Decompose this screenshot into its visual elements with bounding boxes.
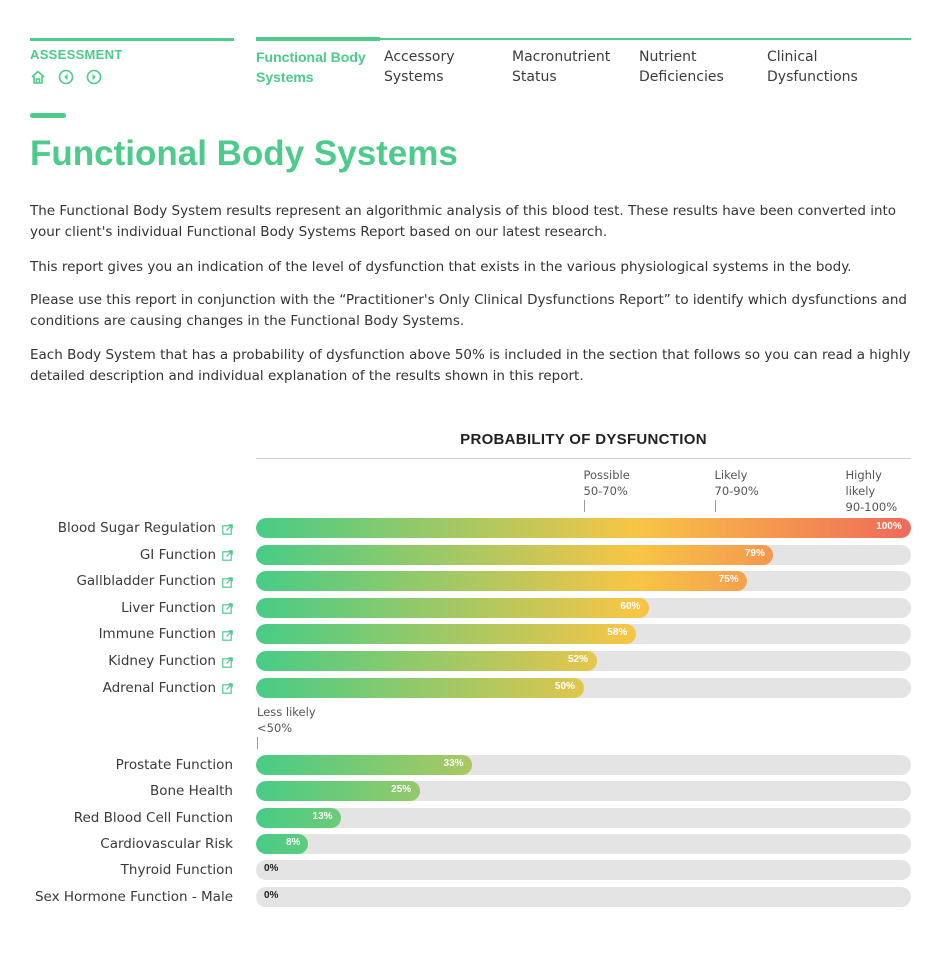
external-link-icon[interactable] bbox=[222, 523, 233, 534]
prev-icon[interactable] bbox=[58, 69, 74, 85]
external-link-icon[interactable] bbox=[222, 602, 233, 613]
row-label bbox=[121, 861, 233, 879]
bar-track bbox=[256, 887, 911, 907]
bar-track bbox=[256, 518, 911, 538]
zone-label-text: Possible bbox=[583, 468, 630, 482]
bar-value-label: 52% bbox=[568, 654, 589, 665]
bar-fill bbox=[256, 518, 911, 538]
bar-fill bbox=[256, 834, 308, 854]
active-tab-indicator bbox=[256, 37, 380, 41]
row-label[interactable] bbox=[58, 519, 233, 537]
zone-label-text: Highly bbox=[845, 468, 882, 482]
bar-track bbox=[256, 781, 911, 801]
bar-value-label: 60% bbox=[620, 600, 641, 612]
bar-track bbox=[256, 571, 911, 591]
bar-value-label: 8% bbox=[286, 836, 301, 848]
home-icon[interactable] bbox=[30, 69, 46, 85]
bar-track bbox=[256, 545, 911, 565]
external-link-icon[interactable] bbox=[222, 576, 233, 587]
zone-label-text: Likely bbox=[714, 468, 748, 482]
bar-fill bbox=[256, 651, 597, 671]
chart-title: PROBABILITY OF DYSFUNCTION bbox=[460, 431, 707, 448]
bar-track bbox=[256, 860, 911, 880]
page-title: Functional Body Systems bbox=[30, 134, 458, 173]
bar-value-label: 58% bbox=[607, 627, 628, 639]
row-label-text: Prostate Function bbox=[115, 757, 233, 773]
row-label bbox=[35, 888, 233, 906]
zone-label-text: 90-100% bbox=[845, 500, 898, 514]
tab-label-line2: Status bbox=[512, 69, 557, 85]
zone-label-less-likely bbox=[257, 704, 316, 736]
bar-fill bbox=[256, 624, 636, 644]
row-label[interactable] bbox=[99, 625, 233, 643]
zone-label bbox=[584, 467, 630, 499]
row-label-text: Blood Sugar Regulation bbox=[57, 520, 216, 536]
row-label[interactable] bbox=[108, 652, 233, 670]
bar-value-label: 33% bbox=[443, 758, 464, 769]
bar-track bbox=[256, 755, 911, 775]
row-label bbox=[150, 782, 233, 800]
section-title: ASSESSMENT bbox=[30, 47, 123, 62]
row-label-text: Adrenal Function bbox=[102, 679, 216, 696]
bar-fill bbox=[256, 545, 773, 565]
intro-paragraph: The Functional Body System results represent an algorithmic analysis of this blood test. These results have been converted into your client's individual Functional Body Systems Report based on our latest research. bbox=[30, 203, 897, 240]
tab-label-line1: Macronutrient bbox=[512, 49, 611, 65]
bar-fill bbox=[256, 755, 472, 775]
zone-label bbox=[715, 467, 759, 499]
row-label-text: Immune Function bbox=[98, 626, 216, 643]
bar-track bbox=[256, 808, 911, 828]
tab-functional-body-systems[interactable] bbox=[256, 47, 366, 87]
bar-value-label: 13% bbox=[312, 810, 333, 822]
row-label-text: GI Function bbox=[139, 546, 216, 563]
bar-value-label: 0% bbox=[264, 889, 279, 901]
zone-label bbox=[846, 467, 898, 515]
row-label-text: Thyroid Function bbox=[120, 862, 233, 879]
tab-macronutrient-status[interactable] bbox=[512, 47, 610, 87]
row-label[interactable] bbox=[121, 599, 233, 617]
tab-label-line2: Dysfunctions bbox=[767, 69, 858, 85]
bar-value-label: 79% bbox=[744, 547, 765, 559]
tab-accessory-systems[interactable] bbox=[384, 47, 455, 87]
tab-label-line2: Deficiencies bbox=[639, 69, 724, 85]
row-label bbox=[116, 756, 233, 774]
row-label-text: Sex Hormone Function - Male bbox=[34, 888, 233, 905]
external-link-icon[interactable] bbox=[222, 656, 233, 667]
tab-label-line1: Accessory bbox=[384, 49, 455, 65]
zone-label-text: <50% bbox=[257, 721, 293, 735]
row-label bbox=[100, 835, 233, 853]
row-label bbox=[74, 809, 233, 827]
external-link-icon[interactable] bbox=[222, 549, 233, 560]
tab-clinical-dysfunctions[interactable] bbox=[767, 47, 858, 87]
bar-track bbox=[256, 598, 911, 618]
chart-title-rule bbox=[256, 458, 911, 459]
bar-value-label: 0% bbox=[264, 863, 279, 875]
row-label[interactable] bbox=[140, 546, 233, 564]
tab-label-line2: Systems bbox=[384, 69, 444, 85]
bar-value-label: 100% bbox=[876, 521, 902, 532]
tab-label-line1: Clinical bbox=[767, 49, 818, 65]
row-label-text: Liver Function bbox=[121, 599, 216, 616]
bar-track bbox=[256, 651, 911, 671]
zone-tick bbox=[257, 737, 258, 749]
zone-label-text: likely bbox=[845, 484, 876, 498]
bar-value-label: 25% bbox=[391, 784, 412, 796]
intro-paragraph: Please use this report in conjunction with the “Practitioner's Only Clinical Dysfunctions Report” to identify which dysfunctions and conditions are causing changes in the Functional Body Systems. bbox=[30, 292, 907, 329]
zone-tick bbox=[584, 500, 585, 512]
row-label-text: Red Blood Cell Function bbox=[73, 809, 233, 826]
zone-tick bbox=[715, 500, 716, 512]
nav-icons bbox=[30, 69, 102, 85]
row-label[interactable] bbox=[76, 572, 233, 590]
title-accent bbox=[30, 113, 66, 118]
bar-fill bbox=[256, 678, 584, 698]
row-label[interactable] bbox=[103, 679, 233, 697]
bar-value-label: 50% bbox=[554, 680, 575, 692]
zone-label-text: 70-90% bbox=[714, 484, 759, 498]
tab-label-line1: Nutrient bbox=[639, 49, 697, 65]
row-label-text: Gallbladder Function bbox=[76, 573, 216, 590]
tab-nutrient-deficiencies[interactable] bbox=[639, 47, 724, 87]
row-label-text: Kidney Function bbox=[108, 653, 216, 669]
next-icon[interactable] bbox=[86, 69, 102, 85]
row-label-text: Cardiovascular Risk bbox=[100, 835, 233, 852]
external-link-icon[interactable] bbox=[222, 629, 233, 640]
bar-value-label: 75% bbox=[718, 574, 739, 586]
bar-track bbox=[256, 624, 911, 644]
intro-paragraph: This report gives you an indication of the level of dysfunction that exists in the various physiological systems in the body. bbox=[30, 259, 852, 275]
row-label-text: Bone Health bbox=[149, 783, 233, 800]
zone-label-text: Less likely bbox=[257, 705, 316, 719]
bar-track bbox=[256, 678, 911, 698]
bar-track bbox=[256, 834, 911, 854]
intro-paragraph: Each Body System that has a probability of dysfunction above 50% is included in the section that follows so you can read a highly detailed description and individual explanation of the results shown in this report. bbox=[30, 347, 911, 384]
external-link-icon[interactable] bbox=[222, 682, 233, 693]
zone-label-text: 50-70% bbox=[583, 484, 628, 498]
bar-fill bbox=[256, 598, 649, 618]
tab-label-line1: Functional Body bbox=[256, 49, 366, 65]
tab-label-line2: Systems bbox=[256, 69, 314, 85]
bar-fill bbox=[256, 571, 747, 591]
section-rule bbox=[30, 38, 234, 41]
